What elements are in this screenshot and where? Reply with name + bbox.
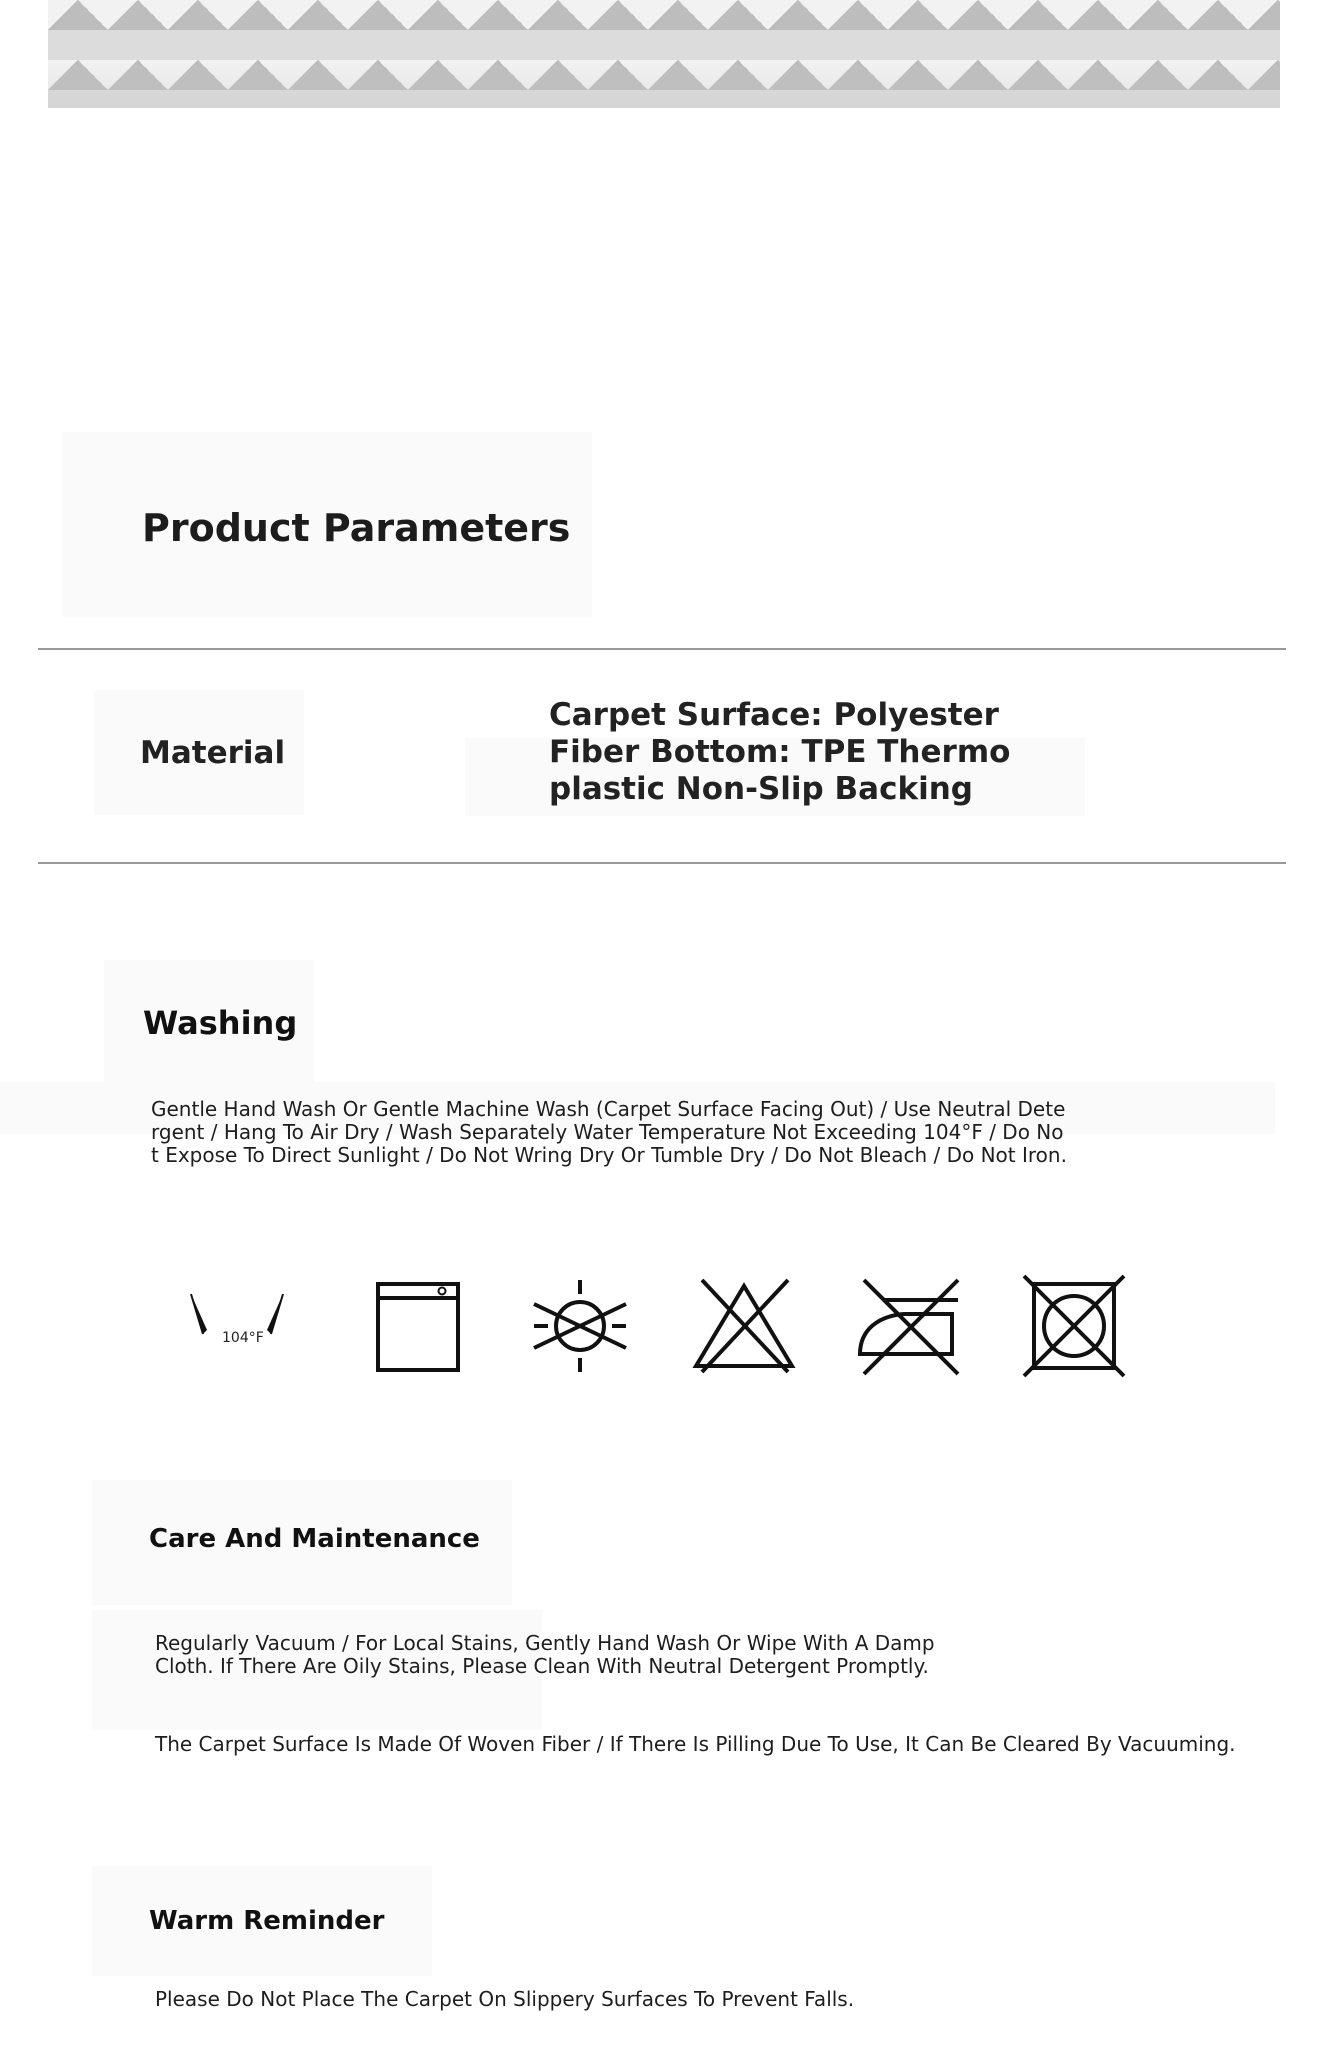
no-sunlight-icon <box>526 1272 634 1378</box>
no-iron-icon <box>854 1272 962 1378</box>
water-temperature-label: 104°F <box>222 1330 264 1346</box>
care-maintenance-heading: Care And Maintenance <box>149 1524 480 1554</box>
care-instructions-pilling: The Carpet Surface Is Made Of Woven Fiber / If There Is Pilling Due To Use, It Can Be Cleared By Vacuuming. <box>155 1732 1236 1756</box>
washing-instructions: Gentle Hand Wash Or Gentle Machine Wash (Carpet Surface Facing Out) / Use Neutral Detergent / Hang To Air Dry / Wash Separately Water Temperature Not Exceeding 104°F / Do Not Expose To Direct Sunlight / Do Not Wring Dry Or Tumble Dry / Do Not Bleach / Do Not Iron. <box>151 1097 1067 1167</box>
washing-heading: Washing <box>143 1004 298 1042</box>
no-bleach-icon <box>690 1272 798 1378</box>
banner-shadow <box>48 60 1280 108</box>
divider-top <box>38 648 1286 650</box>
no-tumble-dry-icon <box>1020 1272 1128 1378</box>
hand-wash-icon <box>183 1272 291 1378</box>
reminder-slippery-surfaces: Please Do Not Place The Carpet On Slippery Surfaces To Prevent Falls. <box>155 1987 855 2011</box>
care-instructions-stains: Regularly Vacuum / For Local Stains, Gently Hand Wash Or Wipe With A Damp Cloth. If There Are Oily Stains, Please Clean With Neutral Detergent Promptly. <box>155 1631 935 1678</box>
divider-bottom <box>38 862 1286 864</box>
material-value: Carpet Surface: Polyester Fiber Bottom: TPE Thermoplastic Non-Slip Backing <box>549 697 1011 807</box>
product-parameters-heading: Product Parameters <box>142 506 571 550</box>
machine-wash-icon <box>364 1272 472 1378</box>
material-label: Material <box>140 735 286 771</box>
warm-reminder-heading: Warm Reminder <box>149 1906 385 1936</box>
